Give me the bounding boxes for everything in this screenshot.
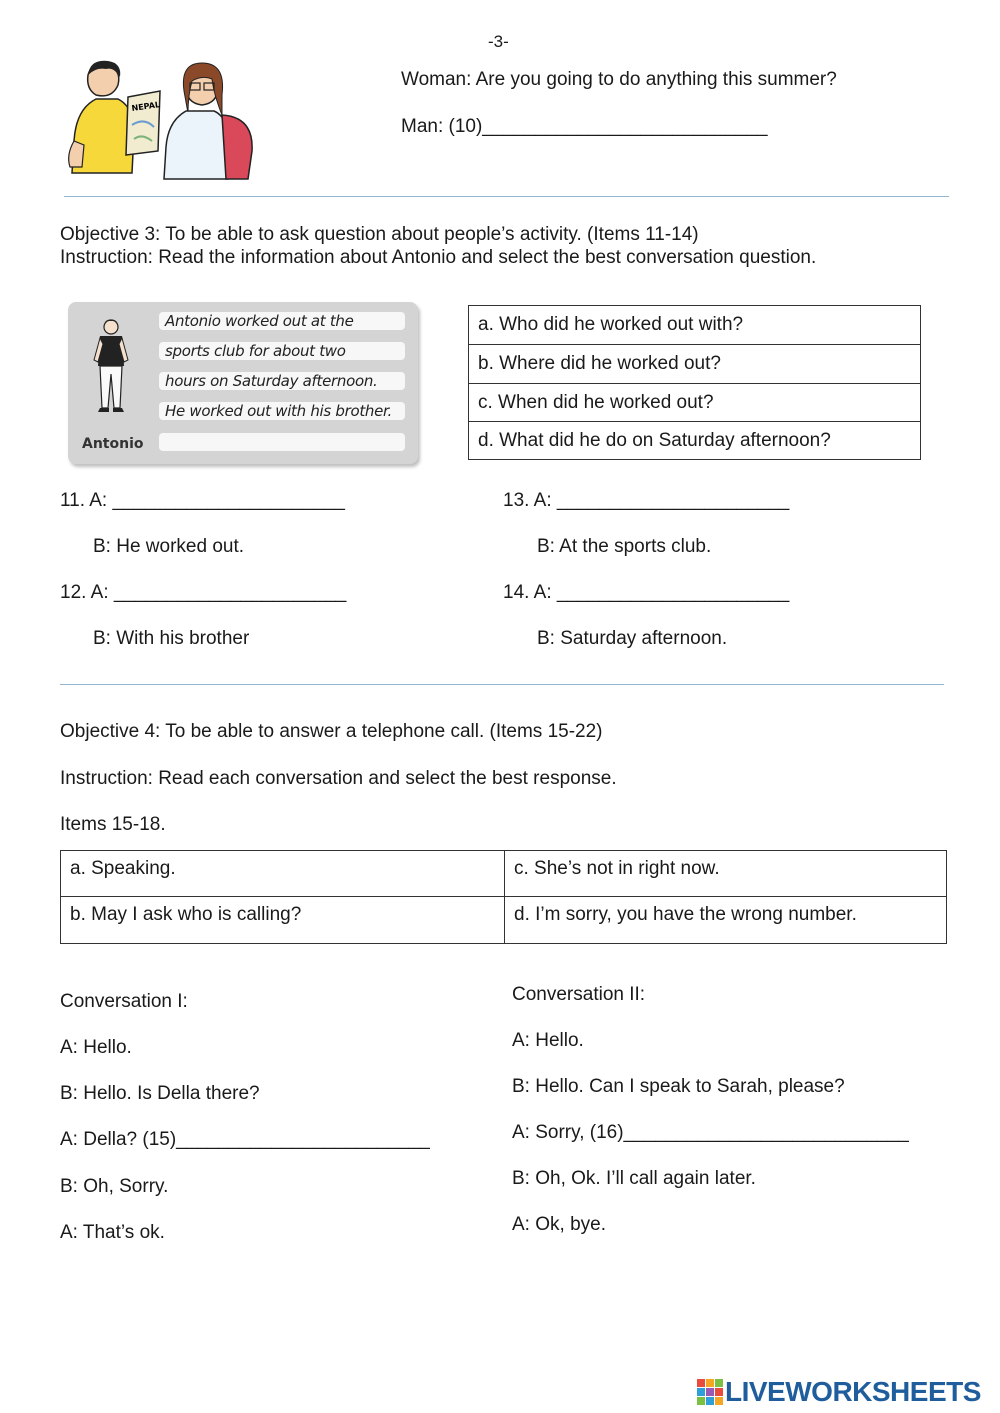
items-label: Items 15-18. <box>60 814 166 835</box>
question-option-c: c. When did he worked out? <box>469 384 921 422</box>
item-13-response: B: At the sports club. <box>537 536 712 557</box>
logo-blocks-icon <box>697 1379 723 1405</box>
item-11-answer-field[interactable]: 11. A: ______________________ <box>60 490 345 511</box>
response-option-c: c. She’s not in right now. <box>505 851 947 897</box>
item-13-answer-field[interactable]: 13. A: ______________________ <box>503 490 790 511</box>
answer-field-15[interactable]: A: Della? (15)________________________ <box>60 1129 430 1150</box>
item-14-answer-field[interactable]: 14. A: ______________________ <box>503 582 790 603</box>
conversation1-line: A: Hello. <box>60 1037 132 1058</box>
item-11-response: B: He worked out. <box>93 536 245 557</box>
man-answer-field[interactable]: Man: (10)___________________________ <box>401 116 768 137</box>
antonio-info-card <box>68 302 418 464</box>
boy-figure <box>69 61 134 173</box>
objective3-title: Objective 3: To be able to ask question about people’s activity. (Items 11-14) <box>60 224 699 245</box>
card-line-2: sports club for about two <box>159 342 405 360</box>
woman-line: Woman: Are you going to do anything this summer? <box>401 69 837 90</box>
conversation2-line: B: Hello. Can I speak to Sarah, please? <box>512 1076 845 1097</box>
answer-field-16[interactable]: A: Sorry, (16)___________________________ <box>512 1122 909 1143</box>
divider <box>64 196 949 197</box>
card-line-3: hours on Saturday afternoon. <box>159 372 405 390</box>
item-12-response: B: With his brother <box>93 628 250 649</box>
girl-figure <box>164 63 252 179</box>
response-option-a: a. Speaking. <box>61 851 505 897</box>
divider <box>60 684 944 685</box>
objective4-title: Objective 4: To be able to answer a telephone call. (Items 15-22) <box>60 721 603 742</box>
response-option-d: d. I’m sorry, you have the wrong number. <box>505 897 947 944</box>
card-name: Antonio <box>82 436 144 452</box>
conversation2-line: A: Ok, bye. <box>512 1214 606 1235</box>
logo-text: LIVEWORKSHEETS <box>725 1376 981 1407</box>
conversation2-line: A: Hello. <box>512 1030 584 1051</box>
card-line-4: He worked out with his brother. <box>159 402 405 420</box>
item-14-response: B: Saturday afternoon. <box>537 628 728 649</box>
question-option-d: d. What did he do on Saturday afternoon? <box>469 422 921 460</box>
antonio-figure <box>92 318 130 416</box>
card-line-blank <box>159 433 405 451</box>
objective3-instruction: Instruction: Read the information about Antonio and select the best conversation question. <box>60 247 817 268</box>
page-number: -3- <box>488 32 509 51</box>
card-line-1: Antonio worked out at the <box>159 312 405 330</box>
conversation2-title: Conversation II: <box>512 984 646 1005</box>
conversation1-line: B: Oh, Sorry. <box>60 1176 169 1197</box>
conversation1-title: Conversation I: <box>60 991 188 1012</box>
question-options-table <box>468 305 921 460</box>
conversation1-line: A: That’s ok. <box>60 1222 165 1243</box>
response-option-b: b. May I ask who is calling? <box>61 897 505 944</box>
conversation1-line: B: Hello. Is Della there? <box>60 1083 260 1104</box>
item-12-answer-field[interactable]: 12. A: ______________________ <box>60 582 347 603</box>
response-options-table <box>60 850 947 944</box>
question-option-a: a. Who did he worked out with? <box>469 306 921 345</box>
teenagers-illustration <box>62 55 257 185</box>
sign-text: NEPAL <box>131 100 161 113</box>
question-option-b: b. Where did he worked out? <box>469 345 921 384</box>
nepal-sign <box>126 91 161 155</box>
conversation2-line: B: Oh, Ok. I’ll call again later. <box>512 1168 756 1189</box>
objective4-instruction: Instruction: Read each conversation and select the best response. <box>60 768 617 789</box>
